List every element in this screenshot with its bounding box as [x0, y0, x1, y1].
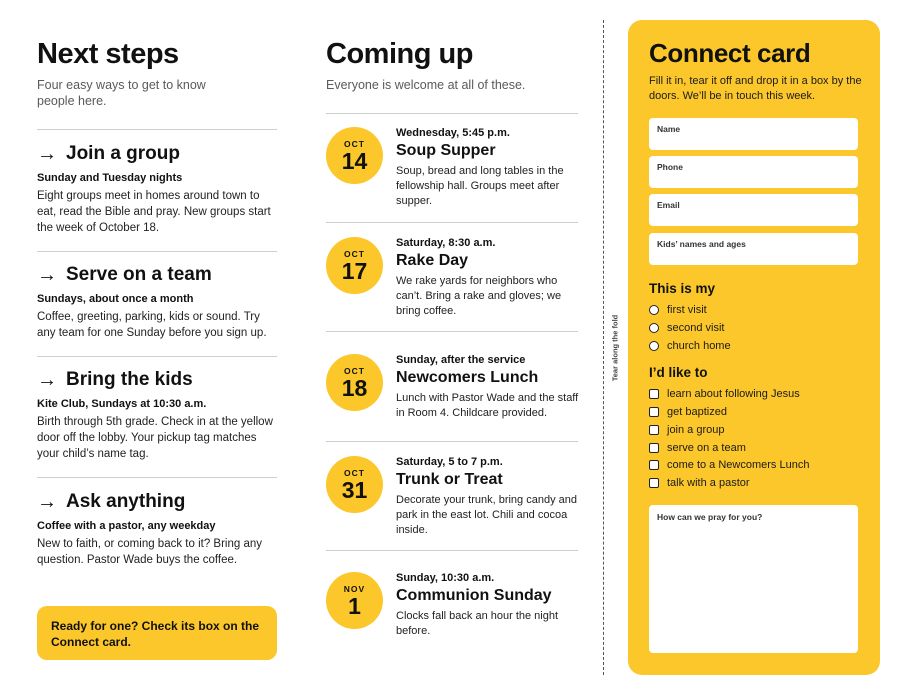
event-description: Lunch with Pastor Wade and the staff in Room 4. Childcare provided. — [396, 392, 579, 419]
event-title: Newcomers Lunch — [396, 369, 539, 386]
event-when: Saturday, 5 to 7 p.m. — [396, 456, 503, 468]
interest-option[interactable] — [649, 424, 725, 436]
checkbox[interactable] — [649, 425, 659, 435]
interest-option[interactable] — [649, 388, 800, 400]
step-serve-team — [37, 263, 277, 341]
divider — [326, 441, 578, 442]
divider — [326, 550, 578, 551]
date-day: 14 — [341, 148, 368, 174]
date-day: 1 — [348, 593, 361, 619]
arrow-right-icon: → — [37, 490, 57, 513]
visit-option-first[interactable] — [649, 304, 707, 316]
interest-option[interactable] — [649, 442, 746, 454]
arrow-right-icon: → — [37, 368, 57, 391]
interest-option[interactable] — [649, 477, 750, 489]
option-label: serve on a team — [667, 442, 746, 454]
step-description: Eight groups meet in homes around town to eat, read the Bible and pray. New groups start the week of October 18. — [37, 190, 271, 234]
event-description: Soup, bread and long tables in the fellowship hall. Groups meet after supper. — [396, 165, 564, 207]
divider — [37, 356, 277, 357]
step-join-group — [37, 142, 277, 236]
divider — [37, 251, 277, 252]
date-month: NOV — [343, 584, 366, 594]
checkbox[interactable] — [649, 478, 659, 488]
interest-heading: I’d like to — [649, 365, 708, 380]
radio-button[interactable] — [649, 305, 659, 315]
option-label: second visit — [667, 322, 725, 334]
option-label: join a group — [667, 424, 725, 436]
kids-field[interactable] — [649, 233, 858, 265]
phone-field[interactable] — [649, 156, 858, 188]
coming-up-title: Coming up — [326, 38, 473, 70]
divider — [326, 113, 578, 114]
fold-line — [603, 20, 604, 675]
event-when: Wednesday, 5:45 p.m. — [396, 127, 510, 139]
date-day: 31 — [341, 477, 368, 503]
prayer-field[interactable] — [649, 505, 858, 653]
step-when: Coffee with a pastor, any weekday — [37, 520, 216, 532]
divider — [326, 331, 578, 332]
connect-card-title: Connect card — [649, 38, 811, 68]
divider — [37, 129, 277, 130]
connect-card-subtitle: Fill it in, tear it off and drop it in a box by the doors. We’ll be in touch this week. — [649, 75, 862, 102]
date-day: 18 — [341, 375, 368, 401]
step-ask-anything — [37, 490, 277, 568]
date-badge — [326, 127, 383, 184]
kids-field-label: Kids’ names and ages — [657, 239, 746, 249]
option-label: talk with a pastor — [667, 477, 750, 489]
arrow-right-icon: → — [37, 142, 57, 165]
coming-up-subtitle: Everyone is welcome at all of these. — [326, 78, 526, 92]
option-label: get baptized — [667, 406, 727, 418]
date-month: OCT — [344, 249, 365, 259]
visit-option-second[interactable] — [649, 322, 724, 334]
event-title: Trunk or Treat — [396, 471, 503, 488]
callout-box: Ready for one? Check its box on the Connect card. — [37, 606, 277, 660]
radio-button[interactable] — [649, 323, 659, 333]
step-when: Kite Club, Sundays at 10:30 a.m. — [37, 398, 207, 410]
date-badge — [326, 354, 383, 411]
connect-card — [628, 20, 880, 675]
option-label: learn about following Jesus — [667, 388, 800, 400]
option-label: church home — [667, 340, 731, 352]
event-title: Rake Day — [396, 252, 469, 269]
arrow-right-icon: → — [37, 263, 57, 286]
date-month: OCT — [344, 366, 365, 376]
date-badge — [326, 456, 383, 513]
checkbox[interactable] — [649, 389, 659, 399]
next-steps-title: Next steps — [37, 38, 179, 70]
step-title: Join a group — [66, 143, 180, 164]
step-title: Ask anything — [66, 491, 186, 512]
step-when: Sundays, about once a month — [37, 293, 194, 305]
step-bring-kids — [37, 368, 277, 462]
interest-option[interactable] — [649, 406, 727, 418]
email-field[interactable] — [649, 194, 858, 226]
next-steps-subtitle: Four easy ways to get to know people here. — [37, 78, 206, 108]
step-description: New to faith, or coming back to it? Bring any question. Pastor Wade buys the coffee. — [37, 538, 262, 566]
event-title: Communion Sunday — [396, 587, 552, 604]
event-when: Sunday, 10:30 a.m. — [396, 572, 495, 584]
name-field[interactable] — [649, 118, 858, 150]
event-title: Soup Supper — [396, 142, 496, 159]
checkbox[interactable] — [649, 460, 659, 470]
visit-heading: This is my — [649, 281, 716, 296]
event-description: Clocks fall back an hour the night before. — [396, 610, 559, 637]
step-when: Sunday and Tuesday nights — [37, 172, 183, 184]
divider — [37, 477, 277, 478]
event-description: Decorate your trunk, bring candy and park in the east lot. Chili and cocoa inside. — [396, 494, 577, 536]
name-field-label: Name — [657, 124, 681, 134]
date-badge — [326, 572, 383, 629]
option-label: come to a Newcomers Lunch — [667, 459, 810, 471]
visit-option-home[interactable] — [649, 340, 731, 352]
phone-field-label: Phone — [657, 162, 683, 172]
prayer-field-label: How can we pray for you? — [657, 512, 763, 522]
date-day: 17 — [341, 258, 368, 284]
fold-label: Tear along the fold — [610, 314, 620, 382]
date-month: OCT — [344, 468, 365, 478]
step-description: Birth through 5th grade. Check in at the yellow door off the lobby. Your pickup tag matches your child’s name tag. — [37, 416, 273, 460]
event-description: We rake yards for neighbors who can’t. Bring a rake and gloves; we bring coffee. — [396, 275, 562, 317]
checkbox[interactable] — [649, 407, 659, 417]
date-month: OCT — [344, 139, 365, 149]
event-when: Sunday, after the service — [396, 354, 526, 366]
checkbox[interactable] — [649, 443, 659, 453]
step-title: Bring the kids — [66, 369, 193, 390]
option-label: first visit — [667, 304, 707, 316]
step-description: Coffee, greeting, parking, kids or sound. Try any team for one Sunday before you sign up. — [37, 311, 267, 339]
radio-button[interactable] — [649, 341, 659, 351]
date-badge — [326, 237, 383, 294]
email-field-label: Email — [657, 200, 680, 210]
interest-option[interactable] — [649, 459, 809, 471]
divider — [326, 222, 578, 223]
event-when: Saturday, 8:30 a.m. — [396, 237, 496, 249]
step-title: Serve on a team — [66, 264, 212, 285]
